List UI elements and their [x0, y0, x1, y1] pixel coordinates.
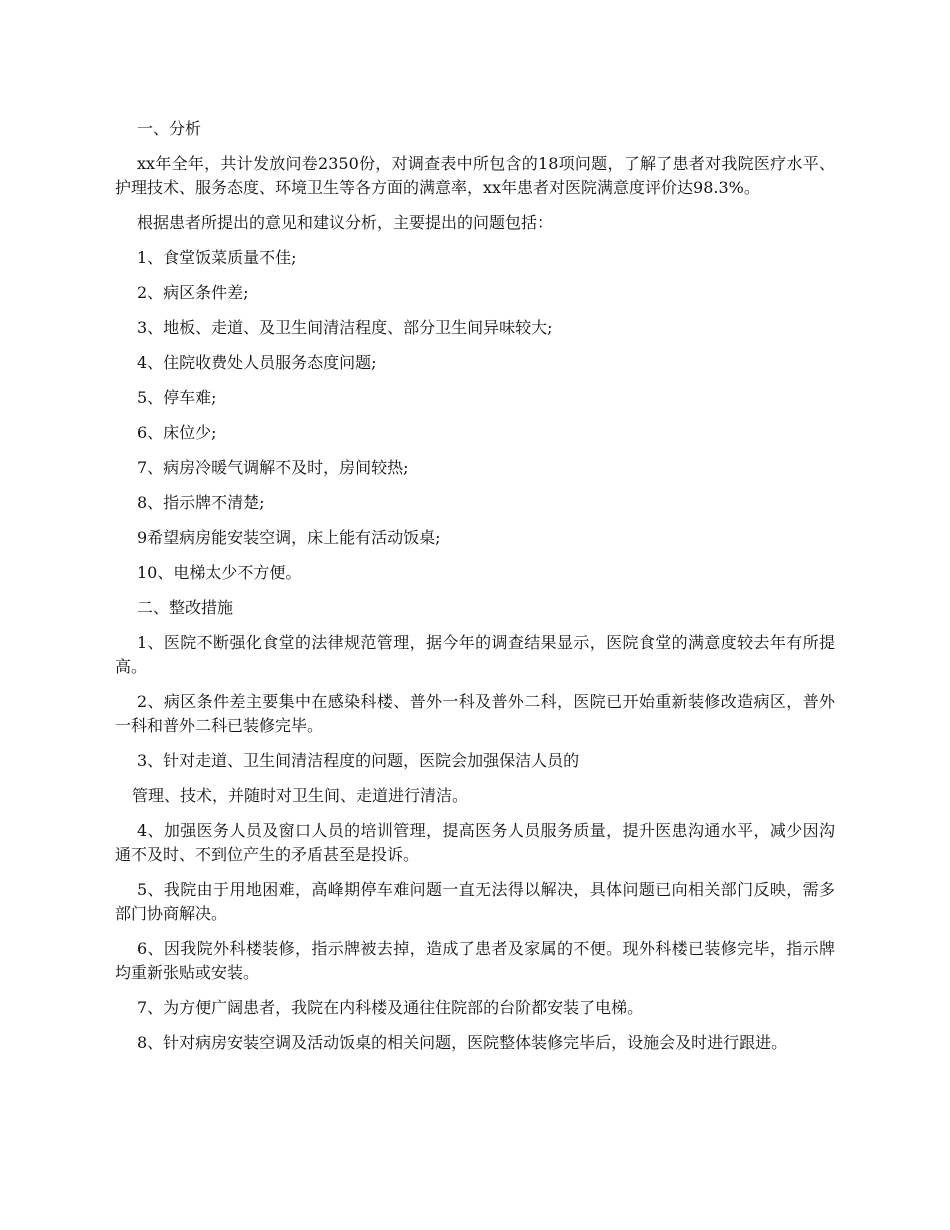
section-heading-analysis: 一、分析	[137, 119, 202, 138]
issues-intro-paragraph: 根据患者所提出的意见和建议分析，主要提出的问题包括：	[137, 213, 554, 232]
issue-item-2: 2、病区条件差;	[137, 283, 249, 302]
issue-item-8: 8、指示牌不清楚;	[137, 493, 265, 512]
measure-item-7: 7、为方便广阔患者，我院在内科楼及通往住院部的台阶都安装了电梯。	[137, 998, 644, 1017]
issue-item-3: 3、地板、走道、及卫生间清洁程度、部分卫生间异味较大;	[137, 318, 553, 337]
survey-summary-paragraph: xx年全年，共计发放问卷2350份，对调查表中所包含的18项问题，了解了患者对我院医疗水平、护理技术、服务态度、环境卫生等各方面的满意率，xx年患者对医院满意度评价达98.3%。	[115, 154, 835, 197]
issue-item-1: 1、食堂饭菜质量不佳;	[137, 248, 297, 267]
issue-item-7: 7、病房冷暖气调解不及时，房间较热;	[137, 458, 409, 477]
issue-item-10: 10、电梯太少不方便。	[137, 563, 302, 582]
document-page	[115, 117, 835, 1066]
section-heading-measures: 二、整改措施	[137, 598, 234, 617]
issue-item-5: 5、停车难;	[137, 388, 217, 407]
measure-item-8: 8、针对病房安装空调及活动饭桌的相关问题，医院整体装修完毕后，设施会及时进行跟进。	[137, 1033, 788, 1052]
issue-item-9: 9希望病房能安装空调，床上能有活动饭桌;	[137, 528, 441, 547]
measure-item-3: 3、针对走道、卫生间清洁程度的问题，医院会加强保洁人员的	[137, 751, 580, 770]
issue-item-4: 4、住院收费处人员服务态度问题;	[137, 353, 377, 372]
issue-item-6: 6、床位少;	[137, 423, 217, 442]
measure-item-5: 5、我院由于用地困难，高峰期停车难问题一直无法得以解决，具体问题已向相关部门反映，需多部门协商解决。	[115, 880, 835, 923]
measure-item-1: 1、医院不断强化食堂的法律规范管理，据今年的调查结果显示，医院食堂的满意度较去年有所提高。	[115, 633, 835, 676]
measure-item-6: 6、因我院外科楼装修，指示牌被去掉，造成了患者及家属的不便。现外科楼已装修完毕，指示牌均重新张贴或安装。	[115, 939, 835, 982]
measure-item-3-continuation: 管理、技术，并随时对卫生间、走道进行清洁。	[132, 786, 469, 805]
measure-item-4: 4、加强医务人员及窗口人员的培训管理，提高医务人员服务质量，提升医患沟通水平，减少因沟通不及时、不到位产生的矛盾甚至是投诉。	[115, 821, 835, 864]
measure-item-2: 2、病区条件差主要集中在感染科楼、普外一科及普外二科，医院已开始重新装修改造病区，普外一科和普外二科已装修完毕。	[115, 692, 835, 735]
